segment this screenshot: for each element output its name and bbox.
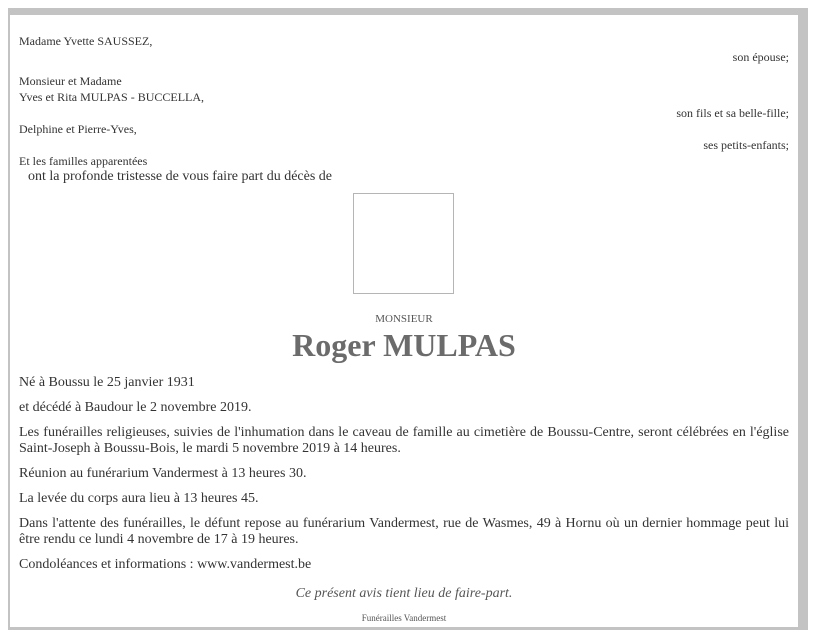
death-line: et décédé à Baudour le 2 novembre 2019. [19, 400, 252, 415]
meeting-line: Réunion au funérarium Vandermest à 13 heures 30. [19, 466, 307, 481]
condolences-line: Condoléances et informations : www.vandermest.be [19, 557, 312, 572]
son-line-1: Monsieur et Madame [19, 74, 122, 88]
departure-line: La levée du corps aura lieu à 13 heures 45. [19, 491, 259, 506]
family-list [19, 33, 789, 169]
funeral-home-credit: Funérailles Vandermest [361, 613, 447, 623]
spouse-name: Madame Yvette SAUSSEZ, [19, 34, 153, 48]
faire-part-note: Ce présent avis tient lieu de faire-part. [295, 586, 513, 601]
visitation-paragraph: Dans l'attente des funérailles, le défunt repose au funérarium Vandermest, rue de Wasmes, 49 à Hornu où un dernier hommage peut lui être rendu ce lundi 4 novembre de 17 à 19 heures. [19, 516, 789, 547]
notice-body [19, 375, 789, 582]
son-relation: son fils et sa belle-fille; [676, 106, 789, 120]
son-line-2: Yves et Rita MULPAS - BUCCELLA, [19, 90, 205, 104]
relatives-line: Et les familles apparentées [19, 154, 148, 168]
birth-line: Né à Boussu le 25 janvier 1931 [19, 375, 195, 390]
obituary-sheet [10, 15, 798, 627]
notice-frame [8, 8, 808, 630]
deceased-name: Roger MULPAS [292, 327, 516, 363]
photo-frame [353, 193, 454, 294]
intro-text: ont la profonde tristesse de vous faire part du décès de [28, 169, 333, 184]
spouse-relation: son épouse; [732, 50, 789, 64]
deceased-title: MONSIEUR [375, 313, 433, 325]
grandchildren-name: Delphine et Pierre-Yves, [19, 122, 137, 136]
grandchildren-relation: ses petits-enfants; [703, 138, 789, 152]
funeral-paragraph: Les funérailles religieuses, suivies de l'inhumation dans le caveau de famille au cimetière de Boussu-Centre, seront célébrées en l'église Saint-Joseph à Boussu-Bois, le mardi 5 novembre 2019 à 14 heures. [19, 425, 789, 456]
